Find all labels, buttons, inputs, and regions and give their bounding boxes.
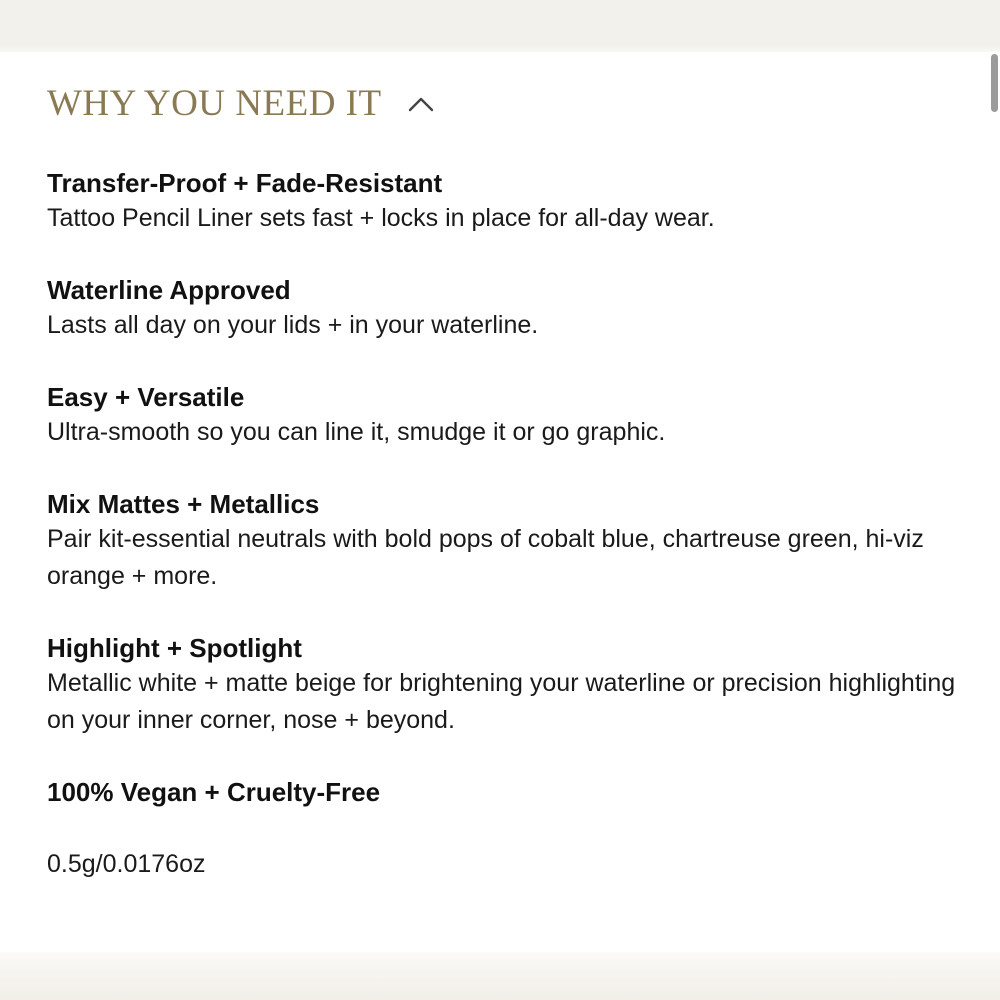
feature-description: Pair kit-essential neutrals with bold pops of cobalt blue, chartreuse green, hi-viz orange + more. (47, 525, 924, 590)
feature-title: Waterline Approved (47, 275, 291, 305)
section-title: WHY YOU NEED IT (47, 83, 382, 124)
feature-item (47, 487, 967, 595)
feature-item (47, 273, 967, 344)
feature-description: Tattoo Pencil Liner sets fast + locks in place for all-day wear. (47, 204, 715, 232)
feature-item (47, 166, 967, 237)
feature-item (47, 631, 967, 739)
net-weight: 0.5g/0.0176oz (47, 850, 206, 878)
feature-title: Easy + Versatile (47, 382, 245, 412)
feature-item (47, 380, 967, 451)
features-list (47, 166, 967, 881)
feature-title: Highlight + Spotlight (47, 633, 302, 663)
feature-title: Transfer-Proof + Fade-Resistant (47, 168, 443, 198)
feature-description: Metallic white + matte beige for brightening your waterline or precision highlighting on your inner corner, nose + beyond. (47, 669, 956, 734)
scrollbar-thumb[interactable] (991, 54, 998, 112)
feature-title: Mix Mattes + Metallics (47, 489, 320, 519)
vegan-claim: 100% Vegan + Cruelty-Free (47, 777, 381, 807)
feature-description: Ultra-smooth so you can line it, smudge it or go graphic. (47, 418, 666, 446)
chevron-up-icon[interactable] (408, 95, 434, 113)
feature-description: Lasts all day on your lids + in your waterline. (47, 311, 539, 339)
why-you-need-it-toggle[interactable] (47, 84, 434, 124)
